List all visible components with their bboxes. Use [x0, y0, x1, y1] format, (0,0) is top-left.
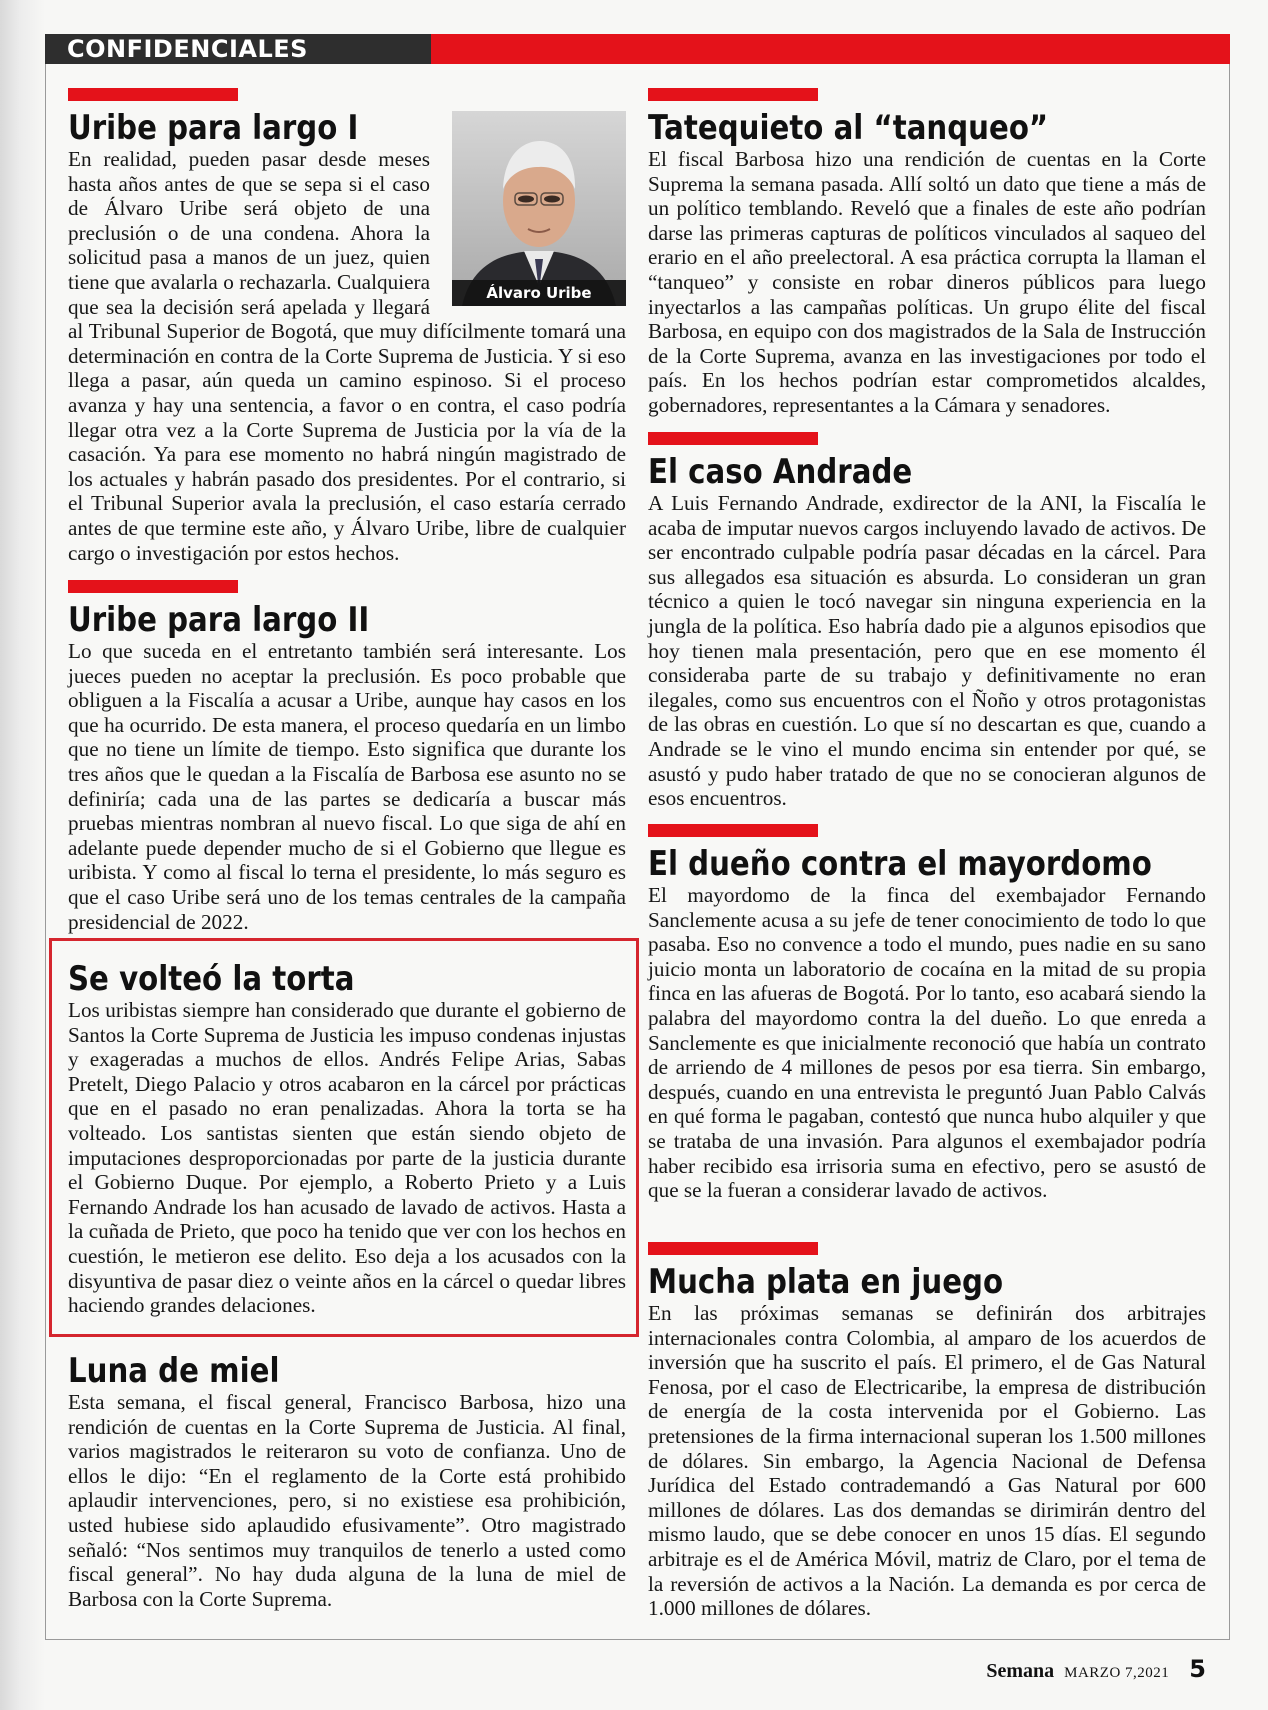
headline: Tatequieto al “tanqueo”: [648, 108, 1049, 148]
article-body: Lo que suceda en el entretanto también será interesante. Los jueces pueden no aceptar la preclusión. Es poco probable que obliguen a la Fiscalía a acusar a Uribe, aunque hay casos en los que ha ocurrido. De esta manera, el proceso quedaría en un limbo que no tiene un límite de tiempo. Esto significa que durante los tres años que le quedan a la Fiscalía de Barbosa ese asunto no se definiría; cada una de las partes se dedicaría a buscar más pruebas mientras nombran al nuevo fiscal. Lo que siga de ahí en adelante puede depender mucho de si el Gobierno que llegue es uribista. Y como al fiscal lo terna el presidente, lo más seguro es que el caso Uribe será uno de los temas centrales de la campaña presidencial de 2022.: [68, 639, 626, 934]
article-body: El fiscal Barbosa hizo una rendición de cuentas en la Corte Suprema la semana pasada. Allí soltó un dato que tiene a más de un político temblando. Reveló que a finales de este año podrían darse las primeras capturas de políticos vinculados al saqueo del erario en el año preelectoral. A esa práctica corrupta la llaman el “tanqueo” y consiste en robar dineros públicos para luego inyectarlos a las campañas políticas. Un grupo élite del fiscal Barbosa, en equipo con dos magistrados de la Sala de Instrucción de la Corte Suprema, avanza en las investigaciones por todo el país. En los hechos podrían estar comprometidos alcaldes, gobernadores, representantes a la Cámara y senadores.: [648, 147, 1206, 417]
article-uribe-largo-1: [68, 88, 626, 565]
headline: Uribe para largo II: [68, 600, 370, 640]
article-mucha-plata-en-juego: [648, 1242, 1206, 1621]
headline: Mucha plata en juego: [648, 1262, 1004, 1302]
article-luna-de-miel: [68, 1352, 626, 1611]
headline: Se volteó la torta: [68, 959, 355, 999]
article-body: Los uribistas siempre han considerado que durante el gobierno de Santos la Corte Suprema de Justicia les impuso condenas injustas y exageradas a muchos de ellos. Andrés Felipe Arias, Sabas Pretelt, Diego Palacio y otros acabaron en la cárcel por prácticas que en el pasado no eran penalizadas. Ahora la torta se ha volteado. Los santistas sienten que están siendo objeto de imputaciones desproporcionadas por parte de la justicia durante el Gobierno Duque. Por ejemplo, a Roberto Prieto y a Luis Fernando Andrade los han acusado de lavado de activos. Hasta a la cuñada de Prieto, que poco ha tenido que ver con los hechos en cuestión, le metieron ese delito. Eso deja a los acusados con la disyuntiva de pasar diez o veinte años en la cárcel o quedar libres haciendo grandes delaciones.: [68, 998, 626, 1318]
issue-date: MARZO 7,2021: [1064, 1665, 1170, 1681]
article-body: A Luis Fernando Andrade, exdirector de la ANI, la Fiscalía le acaba de imputar nuevos cargos incluyendo lavado de activos. De ser encontrado culpable podría pasar décadas en la cárcel. Para sus allegados esa situación es absurda. Lo consideran un gran técnico a quien le tocó navegar sin ninguna experiencia en la jungla de la política. Eso habría dado pie a algunos episodios que hoy tienen mala presentación, pero que en ese momento él consideraba parte de su trabajo y definitivamente no eran ilegales, como sus encuentros con el Ñoño y otros protagonistas de las obras en cuestión. Lo que sí no descartan es que, cuando a Andrade se le vino el mundo encima sin entender por qué, se asustó y pudo haber tratado de que no se conocieran algunos de esos encuentros.: [648, 491, 1206, 811]
article-body: Esta semana, el fiscal general, Francisco Barbosa, hizo una rendición de cuentas en la Corte Suprema de Justicia. Al final, varios magistrados le reiteraron su voto de confianza. Uno de ellos le dijo: “En el reglamento de la Corte está prohibido aplaudir intervenciones, pero, si no existiese esa prohibición, usted hubiese sido aplaudido efusivamente”. Otro magistrado señaló: “Nos sentimos muy tranquilos de tenerlo a usted como fiscal general”. No hay duda alguna de la luna de miel de Barbosa con la Corte Suprema.: [68, 1390, 626, 1611]
article-caso-andrade: [648, 432, 1206, 811]
headline-accent-bar: [648, 824, 818, 837]
headline-accent-bar: [648, 432, 818, 445]
article-uribe-largo-2: [68, 580, 626, 934]
magazine-name: Semana: [986, 1660, 1055, 1682]
headline: Luna de miel: [68, 1351, 280, 1391]
headline-accent-bar: [648, 1242, 818, 1255]
page-footer: [986, 1655, 1206, 1683]
article-dueno-contra-mayordomo: [648, 824, 1206, 1203]
article-body: El mayordomo de la finca del exembajador Fernando Sanclemente acusa a su jefe de tener conocimiento de todo lo que pasaba. Eso no convence a todo el mundo, pues nadie en su sano juicio monta un laboratorio de cocaína en la mitad de su propia finca en las afueras de Bogotá. Por lo tanto, eso acabará siendo la palabra del mayordomo contra la del dueño. Lo que enreda a Sanclemente es que inicialmente reconoció que había un contrato de arriendo de 4 millones de pesos por esa tierra. Sin embargo, después, cuando en una entrevista le preguntó Juan Pablo Calvás en qué forma le pagaban, contestó que nunca hubo alquiler y que se trataba de una invasión. Para algunos el exembajador podría haber recibido esa irrisoria suma en efectivo, pero se asustó de que se la fueran a considerar lavado de activos.: [648, 883, 1206, 1203]
article-body: En las próximas semanas se definirán dos arbitrajes internacionales contra Colombia, al amparo de los acuerdos de inversión que ha suscrito el país. El primero, el de Gas Natural Fenosa, por el caso de Electricaribe, la empresa de distribución de energía de la costa intervenida por el Gobierno. Las pretensiones de la firma internacional superan los 1.500 millones de dólares. Sin embargo, la Agencia Nacional de Defensa Jurídica del Estado contrademandó a Gas Natural por 600 millones de dólares. Las dos demandas se dirimirán dentro del mismo laudo, que se debe conocer en unos 15 días. El segundo arbitraje es el de América Móvil, matriz de Claro, por el tema de la reversión de activos a la Nación. La demanda es por cerca de 1.000 millones de dólares.: [648, 1301, 1206, 1621]
headline-accent-bar: [648, 88, 818, 101]
article-se-volteo-la-torta: [68, 946, 626, 1318]
section-header-bar: [45, 34, 1230, 64]
article-body: En realidad, pueden pasar desde meses hasta años antes de que se sepa si el caso de Álvaro Uribe será objeto de una preclusión o de una condena. Ahora la solicitud pasa a manos de un juez, quien tiene que avalarla o rechazarla. Cualquiera que sea la decisión será apelada y llegará al Tribunal Superior de Bogotá, que muy difícilmente tomará una determinación en contra de la Corte Suprema de Justicia. Y si eso llega a pasar, aún queda un camino espinoso. Si el proceso avanza y hay una sentencia, a favor o en contra, el caso podría llegar otra vez a la Corte Suprema de Justicia por la vía de la casación. Ya para ese momento no habrá ningún magistrado de los actuales y habrán pasado dos presidentes. Por el contrario, si el Tribunal Superior avala la preclusión, el caso estaría cerrado antes de que termine este año, y Álvaro Uribe, libre de cualquier cargo o investigación por estos hechos.: [68, 147, 626, 565]
photo-caption: Álvaro Uribe: [452, 280, 626, 306]
article-tatequieto-tanqueo: [648, 88, 1206, 418]
page-number: 5: [1189, 1655, 1206, 1683]
headline: Uribe para largo I: [68, 108, 359, 148]
section-label: CONFIDENCIALES: [67, 35, 308, 63]
headline: El caso Andrade: [648, 452, 913, 492]
headline: El dueño contra el mayordomo: [648, 844, 1152, 884]
section-label-block: [45, 34, 431, 64]
headline-accent-bar: [68, 580, 238, 593]
headline-accent-bar: [68, 88, 238, 101]
